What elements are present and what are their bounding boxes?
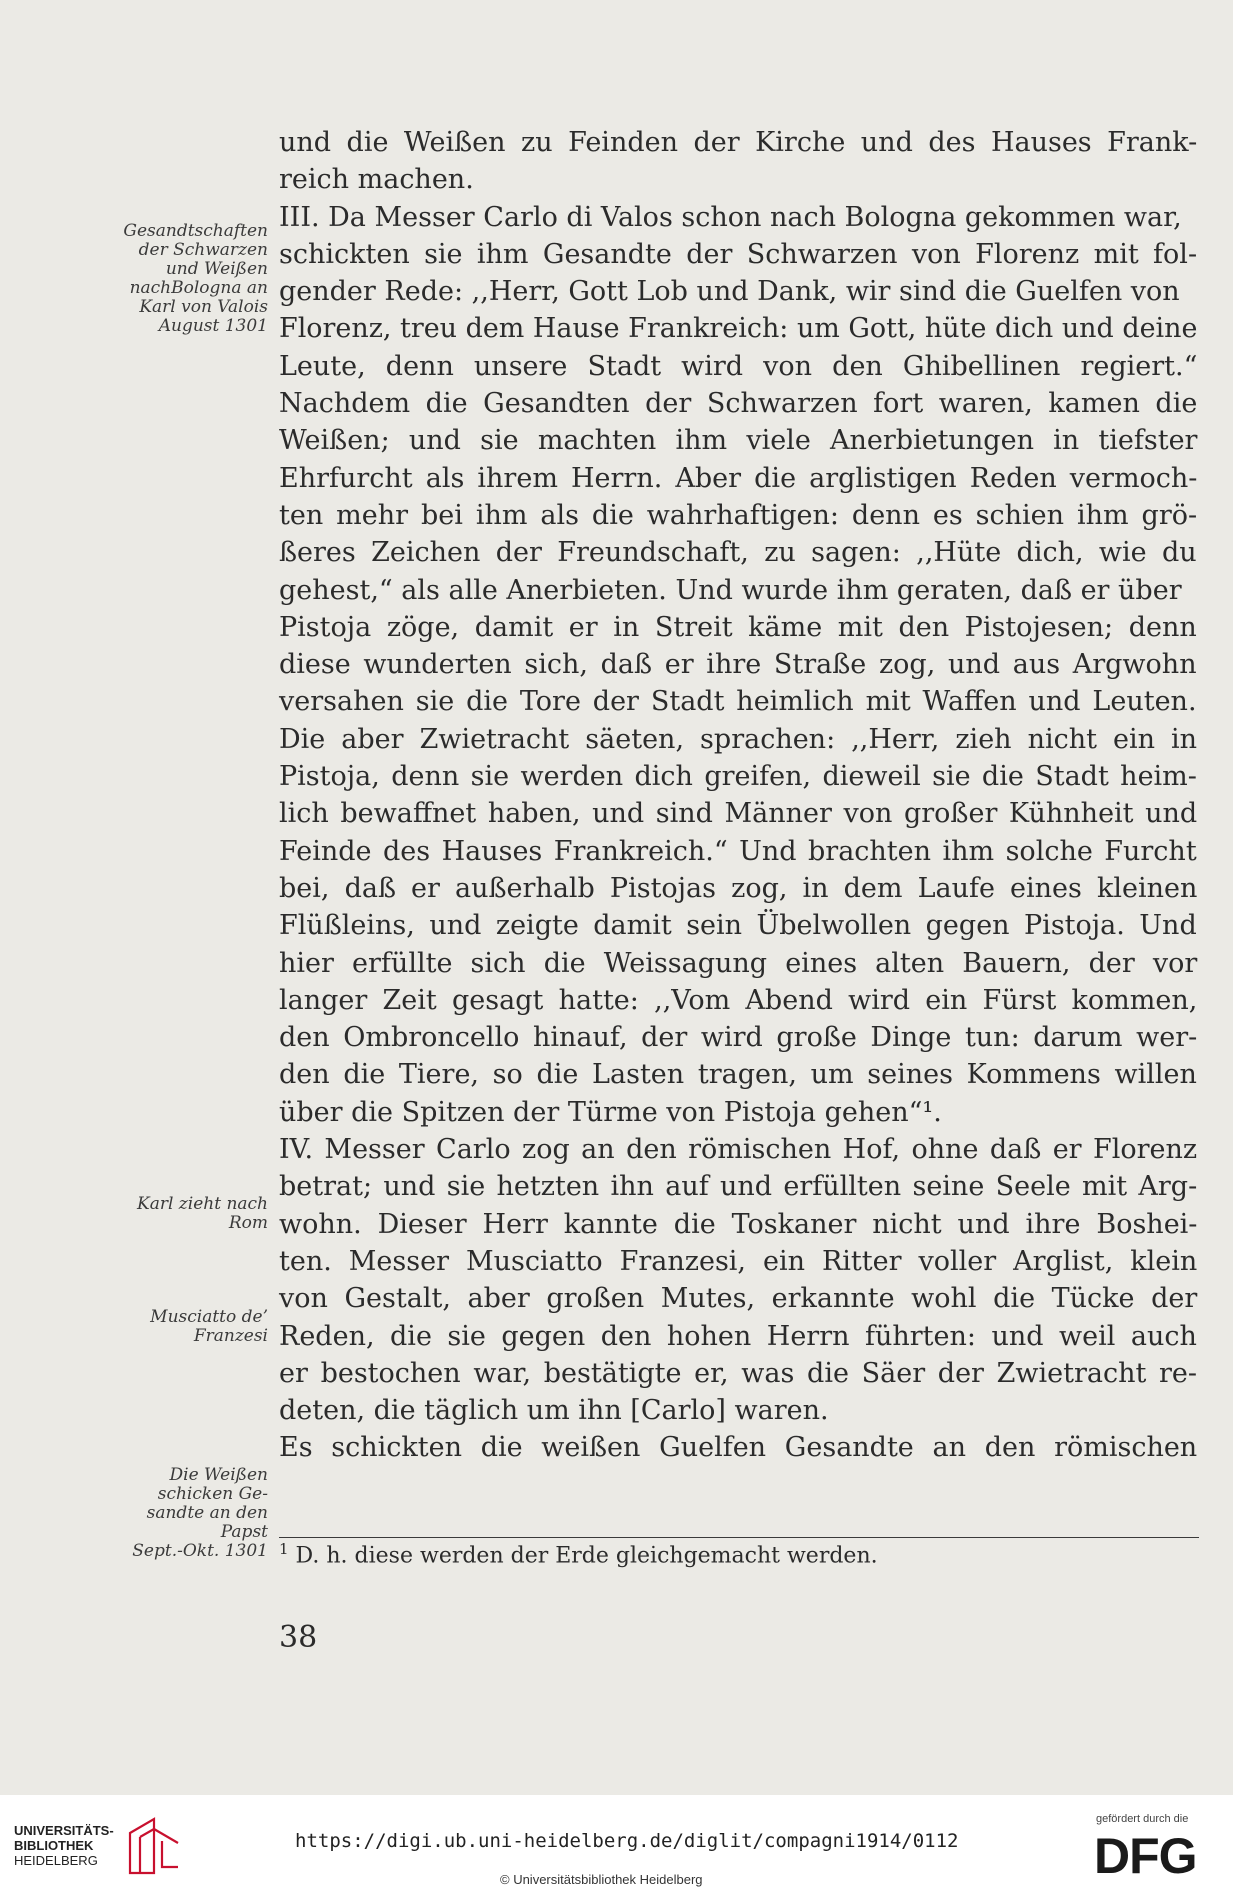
footnote-marker: 1 xyxy=(279,1540,289,1558)
footnote-text: D. h. diese werden der Erde gleichgemacht werden. xyxy=(295,1543,878,1569)
body-line: schickten sie ihm Gesandte der Schwarzen von Florenz mit fol- xyxy=(279,238,1198,270)
page-number: 38 xyxy=(279,1620,318,1655)
margin-note-3: Musciatto de’ Franzesi xyxy=(150,1307,268,1346)
body-line: Flüßleins, und zeigte damit sein Übelwollen gegen Pistoja. Und xyxy=(279,910,1197,942)
body-line: langer Zeit gesagt hatte: ,,Vom Abend wird ein Fürst kommen, xyxy=(279,984,1198,1016)
body-line: diese wunderten sich, daß er ihre Straße zog, und aus Argwohn xyxy=(279,649,1197,681)
body-line: ten. Messer Musciatto Franzesi, ein Ritter voller Arglist, klein xyxy=(279,1245,1198,1277)
body-line: betrat; und sie hetzten ihn auf und erfüllten seine Seele mit Arg- xyxy=(279,1171,1198,1203)
library-name: UNIVERSITÄTS- BIBLIOTHEK HEIDELBERG xyxy=(14,1823,114,1868)
body-line: gender Rede: ,,Herr, Gott Lob und Dank, wir sind die Guelfen von xyxy=(279,276,1180,308)
library-emblem-icon xyxy=(124,1815,184,1877)
body-line: Pistoja zöge, damit er in Streit käme mit den Pistojesen; denn xyxy=(279,611,1197,643)
footnote-divider xyxy=(279,1537,1199,1538)
margin-note-4: Die Weißen schicken Ge- sandte an den Papst Sept.-Okt. 1301 xyxy=(132,1465,268,1561)
body-line: bei, daß er außerhalb Pistojas zog, in dem Laufe eines kleinen xyxy=(279,872,1198,904)
body-line: über die Spitzen der Türme von Pistoja gehen“¹. xyxy=(279,1096,942,1128)
body-line: Leute, denn unsere Stadt wird von den Ghibellinen regiert.“ xyxy=(279,350,1198,382)
body-line: den die Tiere, so die Lasten tragen, um seines Kommens willen xyxy=(279,1059,1197,1091)
body-line: und die Weißen zu Feinden der Kirche und des Hauses Frank- xyxy=(279,127,1198,158)
body-line: Nachdem die Gesandten der Schwarzen fort waren, kamen die xyxy=(279,388,1198,420)
margin-note-1: Gesandtschaften der Schwarzen und Weißen nachBologna an Karl von Valois August 1301 xyxy=(123,221,268,336)
library-logo[interactable] xyxy=(14,1823,194,1883)
body-line: Feinde des Hauses Frankreich.“ Und brachten ihm solche Furcht xyxy=(279,835,1197,867)
body-line: versahen sie die Tore der Stadt heimlich mit Waffen und Leuten. xyxy=(279,686,1197,718)
body-line: den Ombroncello hinauf, der wird große Dinge tun: darum wer- xyxy=(279,1022,1198,1054)
body-line: gehest,“ als alle Anerbieten. Und wurde ihm geraten, daß er über xyxy=(279,574,1182,606)
margin-note-2: Karl zieht nach Rom xyxy=(137,1194,268,1233)
body-line: ten mehr bei ihm als die wahrhaftigen: denn es schien ihm grö- xyxy=(279,499,1198,531)
body-line: hier erfüllte sich die Weissagung eines alten Bauern, der vor xyxy=(279,947,1198,979)
copyright-notice: © Universitätsbibliothek Heidelberg xyxy=(500,1872,703,1887)
body-line: Weißen; und sie machten ihm viele Anerbietungen in tiefster xyxy=(279,425,1198,457)
body-line: Reden, die sie gegen den hohen Herrn führten: und weil auch xyxy=(279,1320,1197,1352)
body-line: deten, die täglich um ihn [Carlo] waren. xyxy=(279,1395,829,1427)
body-line: wohn. Dieser Herr kannte die Toskaner nicht und ihre Boshei- xyxy=(279,1208,1198,1240)
body-line: Florenz, treu dem Hause Frankreich: um Gott, hüte dich und deine xyxy=(279,313,1198,345)
body-line: IV. Messer Carlo zog an den römischen Hof, ohne daß er Florenz xyxy=(279,1134,1198,1166)
funder-caption: gefördert durch die xyxy=(1096,1813,1189,1825)
footnote xyxy=(279,1540,878,1568)
body-line: Die aber Zwietracht säeten, sprachen: ,,Herr, zieh nicht ein in xyxy=(279,723,1198,755)
body-line: Es schickten die weißen Guelfen Gesandte an den römischen xyxy=(279,1432,1198,1464)
body-line: III. Da Messer Carlo di Valos schon nach Bologna gekommen war, xyxy=(279,201,1182,233)
body-text xyxy=(279,124,1207,1467)
footer-bar xyxy=(0,1795,1233,1903)
body-line: reich machen. xyxy=(279,164,474,196)
body-line: er bestochen war, bestätigte er, was die Säer der Zwietracht re- xyxy=(279,1357,1198,1389)
dfg-logo[interactable]: DFG xyxy=(1094,1828,1197,1884)
body-line: Ehrfurcht als ihrem Herrn. Aber die arglistigen Reden vermoch- xyxy=(279,462,1198,494)
body-line: ßeres Zeichen der Freundschaft, zu sagen: ,,Hüte dich, wie du xyxy=(279,537,1197,569)
body-line: von Gestalt, aber großen Mutes, erkannte wohl die Tücke der xyxy=(279,1283,1198,1315)
body-line: Pistoja, denn sie werden dich greifen, dieweil sie die Stadt heim- xyxy=(279,761,1197,793)
body-line: lich bewaffnet haben, und sind Männer von großer Kühnheit und xyxy=(279,798,1198,830)
source-url-link[interactable]: https://digi.ub.uni-heidelberg.de/diglit/compagni1914/0112 xyxy=(295,1830,959,1852)
